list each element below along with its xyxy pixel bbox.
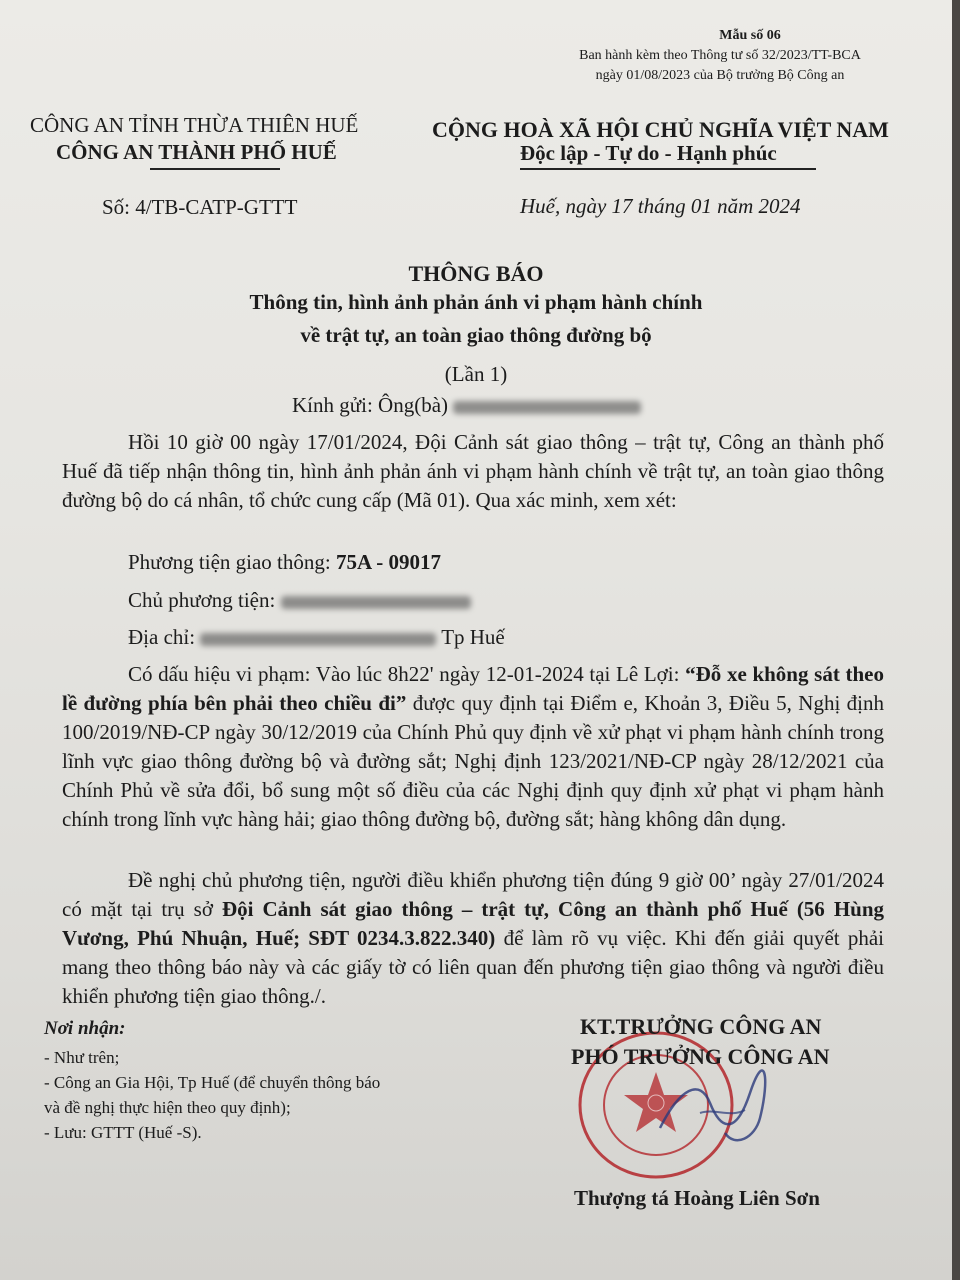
vehicle-row: Phương tiện giao thông: 75A - 09017 bbox=[128, 550, 441, 574]
agency-underline bbox=[150, 168, 280, 170]
paragraph-intro: Hồi 10 giờ 00 ngày 17/01/2024, Đội Cảnh sát giao thông – trật tự, Công an thành phố Huế đã tiếp nhận thông tin, hình ảnh phản ánh vi phạm hành chính về trật tự, an toàn giao thông đường bộ do cá nhân, tổ chức cung cấp (Mã 01). Qua xác minh, xem xét: bbox=[62, 430, 884, 512]
form-number: Mẫu số 06 bbox=[719, 28, 781, 43]
form-issued-date: ngày 01/08/2023 của Bộ trưởng Bộ Công an bbox=[595, 68, 845, 83]
signatory-title-1: KT.TRƯỞNG CÔNG AN bbox=[580, 1014, 822, 1039]
national-motto: Độc lập - Tự do - Hạnh phúc bbox=[520, 141, 777, 165]
recipient-item: - Lưu: GTTT (Huế -S). bbox=[44, 1123, 202, 1142]
recipient-item: và đề nghị thực hiện theo quy định); bbox=[44, 1098, 291, 1117]
agency-name: CÔNG AN THÀNH PHỐ HUẾ bbox=[56, 140, 337, 164]
handwritten-signature bbox=[640, 1058, 790, 1168]
form-number-block bbox=[560, 26, 880, 86]
redacted-owner-name bbox=[281, 596, 471, 609]
national-title: CỘNG HOÀ XÃ HỘI CHỦ NGHĨA VIỆT NAM bbox=[432, 117, 889, 142]
paragraph-request: Đề nghị chủ phương tiện, người điều khiển phương tiện đúng 9 giờ 00’ ngày 27/01/2024 có mặt tại trụ sở Đội Cảnh sát giao thông – trật tự, Công an thành phố Huế (56 Hùng Vương, Phú Nhuận, Huế; SĐT 0234.3.822.340) để làm rõ vụ việc. Khi đến giải quyết phải mang theo thông báo này và các giấy tờ có liên quan đến phương tiện giao thông và người điều khiển phương tiện giao thông./. bbox=[62, 868, 885, 1008]
recipient-line: Kính gửi: Ông(bà) bbox=[292, 393, 641, 418]
paragraph-violation: Có dấu hiệu vi phạm: Vào lúc 8h22' ngày 12-01-2024 tại Lê Lợi: “Đỗ xe không sát theo lề đường phía bên phải theo chiều đi” được quy định tại Điểm e, Khoản 3, Điều 5, Nghị định 100/2019/NĐ-CP ngày 30/12/2019 của Chính Phủ quy định về xử phạt vi phạm hành chính trong lĩnh vực giao thông đường bộ và đường sắt; Nghị định 123/2021/NĐ-CP ngày 28/12/2021 của Chính Phủ về sửa đổi, bổ sung một số điều của các Nghị định quy định xử phạt vi phạm hành chính trong lĩnh vực hàng hải; giao thông đường bộ, đường sắt; hàng không dân dụng. bbox=[62, 662, 885, 831]
agency-parent: CÔNG AN TỈNH THỪA THIÊN HUẾ bbox=[30, 113, 359, 137]
form-issued-line: Ban hành kèm theo Thông tư số 32/2023/TT-BCA bbox=[579, 48, 861, 63]
motto-underline bbox=[520, 168, 816, 170]
redacted-recipient-name bbox=[453, 401, 641, 414]
document-title: THÔNG BÁO bbox=[408, 261, 544, 286]
recipient-item: - Công an Gia Hội, Tp Huế (để chuyển thông báo bbox=[44, 1073, 381, 1092]
owner-row: Chủ phương tiện: bbox=[128, 588, 471, 613]
address-row: Địa chỉ: Tp Huế bbox=[128, 625, 505, 649]
document-subtitle-2: về trật tự, an toàn giao thông đường bộ bbox=[300, 323, 652, 347]
place-date: Huế, ngày 17 tháng 01 năm 2024 bbox=[520, 194, 801, 218]
signer-name: Thượng tá Hoàng Liên Sơn bbox=[574, 1186, 820, 1210]
signatory-title-2: PHÓ TRƯỞNG CÔNG AN bbox=[571, 1044, 830, 1069]
recipient-item: - Như trên; bbox=[44, 1048, 120, 1067]
notice-sequence: (Lần 1) bbox=[444, 362, 508, 386]
document-number: Số: 4/TB-CATP-GTTT bbox=[102, 195, 298, 219]
recipients-heading: Nơi nhận: bbox=[44, 1018, 126, 1039]
redacted-address bbox=[200, 633, 436, 646]
document-subtitle-1: Thông tin, hình ảnh phản ánh vi phạm hành chính bbox=[249, 290, 703, 314]
